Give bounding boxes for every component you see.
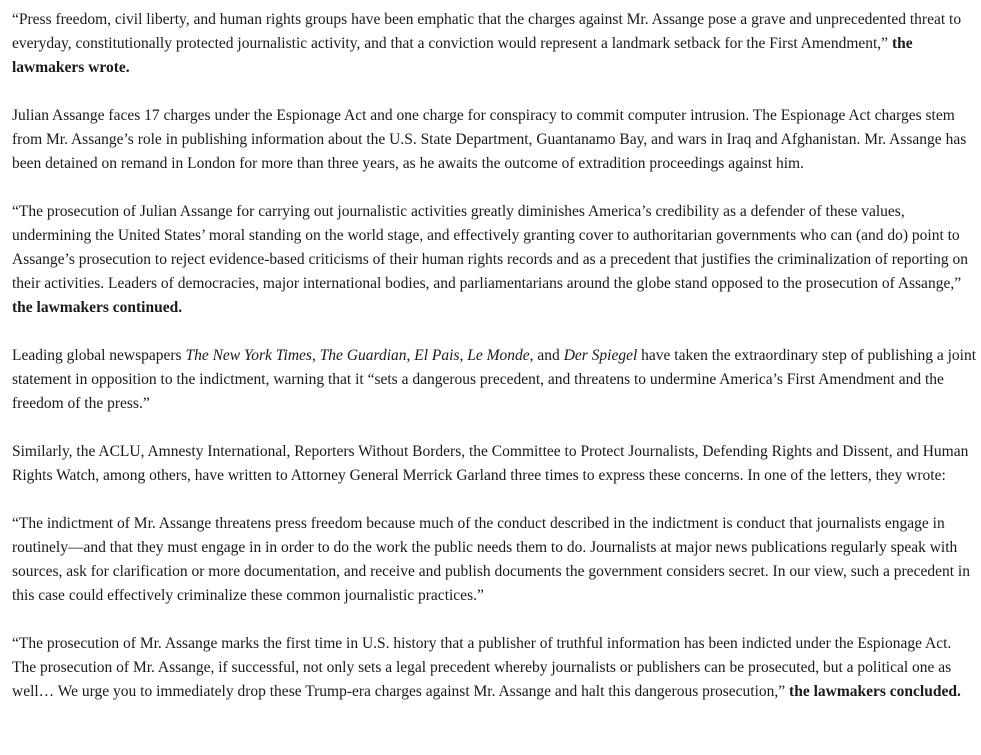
attribution: the lawmakers wrote.	[12, 35, 913, 76]
paragraph-charges	[12, 104, 978, 176]
separator: , and	[529, 347, 564, 364]
newspaper-name: The New York Times	[185, 347, 312, 364]
article-body	[12, 8, 978, 704]
quote-text: “Press freedom, civil liberty, and human rights groups have been emphatic that the charges against Mr. Assange pose a grave and unprecedented threat to everyday, constitutionally protected journalistic activity, and that a conviction would represent a landmark setback for the First Amendment,”	[12, 11, 962, 52]
newspaper-name: Le Monde	[467, 347, 530, 364]
attribution: the lawmakers continued.	[12, 299, 183, 316]
separator: ,	[459, 347, 468, 364]
quote-text: “The indictment of Mr. Assange threatens press freedom because much of the conduct described in the indictment is conduct that journalists engage in routinely—and that they must engage in in order to do the work the public needs them to do. Journalists at major news publications regularly speak with sources, ask for clarification or more documentation, and receive and publish documents the government considers secret. In our view, such a precedent in this case could effectively criminalize these common journalistic practices.”	[12, 515, 970, 604]
paragraph-lawmakers-concluded	[12, 632, 978, 704]
paragraph-groups	[12, 440, 978, 488]
body-text: Leading global newspapers	[12, 347, 186, 364]
paragraph-letter-quote	[12, 512, 978, 608]
paragraph-newspapers	[12, 344, 978, 416]
separator: ,	[406, 347, 415, 364]
newspaper-name: El Pais	[414, 347, 460, 364]
paragraph-lawmakers-continued	[12, 200, 978, 320]
quote-text: “The prosecution of Julian Assange for carrying out journalistic activities greatly diminishes America’s credibility as a defender of these values, undermining the United States’ moral standing on the world stage, and effectively granting cover to authoritarian governments who can (and do) point to Assange’s prosecution to reject evidence-based criticisms of their human rights records and as a precedent that justifies the criminalization of reporting on their activities. Leaders of democracies, major international bodies, and parliamentarians around the globe stand opposed to the prosecution of Assange,”	[12, 203, 968, 292]
paragraph-lawmakers-wrote	[12, 8, 978, 80]
quote-text: “The prosecution of Mr. Assange marks the first time in U.S. history that a publisher of truthful information has been indicted under the Espionage Act. The prosecution of Mr. Assange, if successful, not only sets a legal precedent whereby journalists or publishers can be prosecuted, but a political one as well… We urge you to immediately drop these Trump-era charges against Mr. Assange and halt this dangerous prosecution,”	[12, 635, 952, 700]
body-text: Similarly, the ACLU, Amnesty International, Reporters Without Borders, the Committee to Protect Journalists, Defending Rights and Dissent, and Human Rights Watch, among others, have written to Attorney General Merrick Garland three times to express these concerns. In one of the letters, they wrote:	[12, 443, 969, 484]
body-text: Julian Assange faces 17 charges under the Espionage Act and one charge for conspiracy to commit computer intrusion. The Espionage Act charges stem from Mr. Assange’s role in publishing information about the U.S. State Department, Guantanamo Bay, and wars in Iraq and Afghanistan. Mr. Assange has been detained on remand in London for more than three years, as he awaits the outcome of extradition proceedings against him.	[12, 107, 967, 172]
newspaper-name: The Guardian	[319, 347, 407, 364]
separator: ,	[311, 347, 320, 364]
newspaper-name: Der Spiegel	[563, 347, 638, 364]
attribution: the lawmakers concluded.	[789, 683, 961, 700]
body-text: have taken the extraordinary step of publishing a joint statement in opposition to the indictment, warning that it “sets a dangerous precedent, and threatens to undermine America’s First Amendment and the freedom of the press.”	[12, 347, 977, 412]
